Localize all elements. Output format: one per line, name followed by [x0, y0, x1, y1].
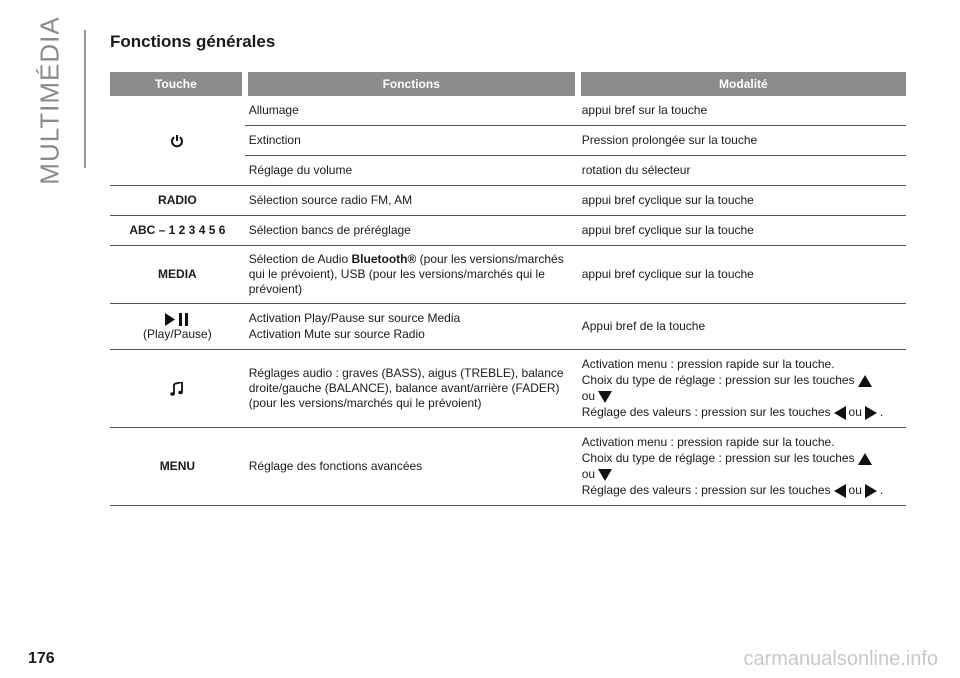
audio-key-cell	[110, 350, 245, 428]
arrow-down-icon	[598, 391, 612, 403]
modality-cell: Activation menu : pression rapide sur la touche. Choix du type de réglage : pression sur les touches ou Réglage des valeurs : pression sur les touches ou .	[578, 350, 906, 428]
play-pause-key-cell	[110, 304, 245, 350]
chapter-divider	[84, 30, 86, 168]
section-title: Fonctions générales	[110, 32, 276, 51]
power-icon	[170, 133, 184, 147]
header-touche: Touche	[110, 72, 245, 96]
table-header-row	[110, 72, 906, 96]
function-cell: Réglage des fonctions avancées	[245, 428, 578, 506]
arrow-down-icon	[598, 469, 612, 481]
modality-cell: appui bref cyclique sur la touche	[578, 216, 906, 246]
table-row	[110, 304, 906, 350]
table-row	[110, 186, 906, 216]
modality-cell: appui bref cyclique sur la touche	[578, 186, 906, 216]
function-cell: Réglages audio : graves (BASS), aigus (TREBLE), balance droite/gauche (BALANCE), balance avant/arrière (FADER) (pour les versions/marchés qui le prévoient)	[245, 350, 578, 428]
arrow-left-icon	[834, 406, 846, 420]
arrow-right-icon	[865, 406, 877, 420]
bluetooth-label: Bluetooth®	[351, 252, 417, 266]
table-row	[110, 350, 906, 428]
function-cell: Sélection source radio FM, AM	[245, 186, 578, 216]
table-row	[110, 428, 906, 506]
arrow-right-icon	[865, 484, 877, 498]
function-cell: Extinction	[245, 126, 578, 156]
key-cell: MENU	[110, 428, 245, 506]
key-cell: MEDIA	[110, 246, 245, 304]
function-cell: Sélection de Audio Bluetooth® (pour les versions/marchés qui le prévoient), USB (pour les versions/marchés qui le prévoient)	[245, 246, 578, 304]
arrow-up-icon	[858, 453, 872, 465]
function-cell: Allumage	[245, 96, 578, 126]
modality-cell: appui bref sur la touche	[578, 96, 906, 126]
header-modalite: Modalité	[578, 72, 906, 96]
key-cell: ABC – 1 2 3 4 5 6	[110, 216, 245, 246]
key-cell: RADIO	[110, 186, 245, 216]
modality-cell: Activation menu : pression rapide sur la touche. Choix du type de réglage : pression sur les touches ou Réglage des valeurs : pression sur les touches ou .	[578, 428, 906, 506]
modality-cell: Pression prolongée sur la touche	[578, 126, 906, 156]
table-row	[110, 96, 906, 126]
modality-cell: rotation du sélecteur	[578, 156, 906, 186]
function-cell: Sélection bancs de préréglage	[245, 216, 578, 246]
arrow-up-icon	[858, 375, 872, 387]
table-row	[110, 246, 906, 304]
header-fonctions: Fonctions	[245, 72, 578, 96]
functions-table	[110, 72, 906, 506]
arrow-left-icon	[834, 484, 846, 498]
music-note-icon	[170, 381, 184, 395]
modality-cell: Appui bref de la touche	[578, 304, 906, 350]
table-row	[110, 216, 906, 246]
modality-cell: appui bref cyclique sur la touche	[578, 246, 906, 304]
key-sublabel: (Play/Pause)	[143, 326, 212, 341]
play-pause-icon	[165, 312, 189, 326]
function-cell: Activation Play/Pause sur source Media Activation Mute sur source Radio	[245, 304, 578, 350]
function-cell: Réglage du volume	[245, 156, 578, 186]
page-number: 176	[28, 650, 55, 667]
watermark: carmanualsonline.info	[743, 648, 938, 670]
power-key-cell	[110, 96, 245, 186]
chapter-title: MULTIMÉDIA	[34, 15, 65, 185]
